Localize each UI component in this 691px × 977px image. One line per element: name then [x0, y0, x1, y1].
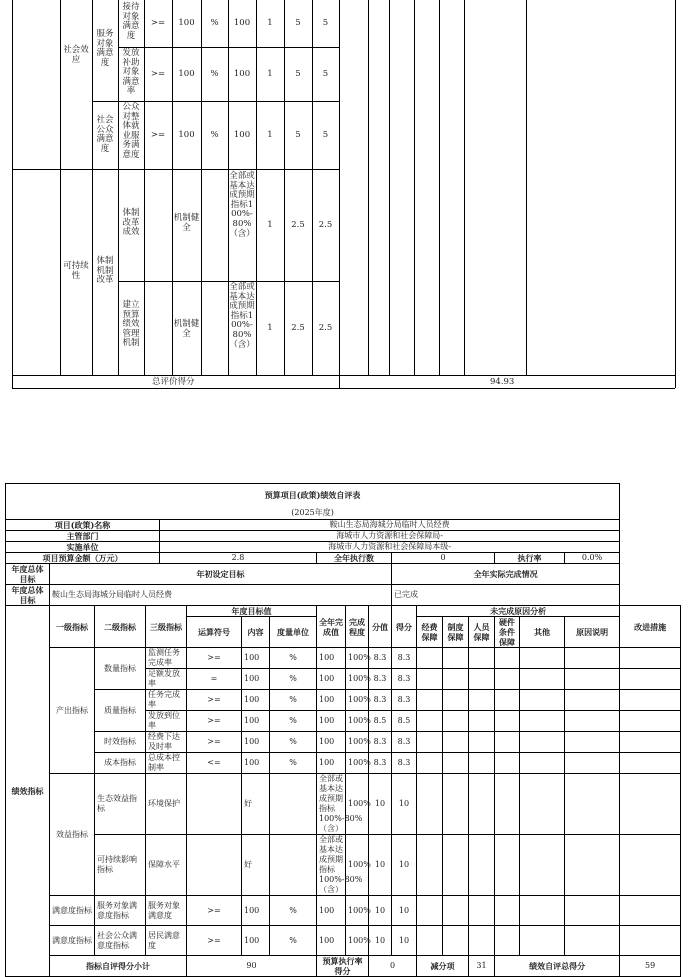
level3-label: 建立预算绩效管理机制 [122, 300, 140, 349]
rate-cell: 1 [267, 323, 273, 333]
weight-cell: 2.5 [291, 323, 305, 333]
unit-cell: % [210, 69, 219, 79]
level3-label: 接待对象满意度 [122, 2, 140, 41]
unit-cell: % [270, 690, 317, 711]
score-cell: 8.3 [392, 732, 417, 753]
header-weight: 分值 [369, 606, 392, 648]
header-r2: 制度保障 [443, 617, 469, 648]
exec-value: 0 [392, 553, 495, 564]
budget-label: 项目预算金额（万元） [6, 553, 160, 564]
level2-label: 社会公众满意度 [96, 115, 114, 154]
project-name-label: 项目(政策)名称 [6, 520, 160, 531]
actual-status-header: 全年实际完成情况 [392, 564, 620, 585]
unit-cell: % [270, 732, 317, 753]
op-cell: >= [187, 896, 242, 926]
op-cell [187, 835, 242, 896]
level3-cell: 任务完成率 [146, 690, 187, 711]
rate-cell: 1 [267, 220, 273, 230]
score-cell: 8.3 [392, 648, 417, 669]
subtotal-label: 指标自评得分小计 [50, 956, 187, 977]
op-cell: >= [187, 926, 242, 956]
level3-cell: 经费下达及时率 [146, 732, 187, 753]
done-cell: 100 [317, 753, 346, 774]
group-output: 产出指标 [50, 648, 95, 774]
op-cell [187, 774, 242, 835]
dept-label: 主管部门 [6, 531, 160, 542]
group-eco: 生态效益指标 [95, 774, 146, 835]
content-cell: 好 [242, 835, 270, 896]
done-cell: 100 [317, 926, 346, 956]
header-target-group: 年度目标值 [187, 606, 317, 617]
header-r3: 人员保障 [469, 617, 495, 648]
group-satisfaction: 满意度指标 [50, 896, 95, 926]
degree-cell: 100% [346, 774, 369, 835]
score-cell: 10 [392, 896, 417, 926]
score-cell: 8.3 [392, 690, 417, 711]
level3-label: 公众对整体就业服务满意度 [122, 102, 140, 160]
table-row [6, 926, 681, 956]
degree-cell: 100% [346, 835, 369, 896]
op-cell: >= [150, 69, 166, 79]
degree-cell: 100% [346, 753, 369, 774]
op-cell: >= [187, 648, 242, 669]
previous-page-fragment [12, 0, 675, 389]
group-benefit: 效益指标 [50, 774, 95, 896]
header-level1: 一级指标 [50, 606, 95, 648]
group-sustain: 可持续影响指标 [95, 835, 146, 896]
level1-sustain: 可持续性 [63, 261, 89, 281]
done-cell: 全部或基本达成预期指标100%-80%（含） [229, 171, 255, 239]
group-quantity: 数量指标 [95, 648, 146, 690]
group-satisfaction: 满意度指标 [50, 926, 95, 956]
total-value: 59 [620, 956, 681, 977]
value-cell: 机制健全 [173, 319, 200, 339]
total-label: 绩效自评总得分 [495, 956, 620, 977]
goal-status: 已完成 [392, 585, 620, 606]
score-cell: 5 [322, 130, 329, 140]
degree-cell: 100% [346, 690, 369, 711]
unit-cell: % [270, 926, 317, 956]
weight-cell: 8.3 [369, 690, 392, 711]
level1-social: 社会效应 [63, 45, 89, 65]
content-cell: 100 [242, 690, 270, 711]
header-level3: 三级指标 [146, 606, 187, 648]
header-r4: 硬件条件保障 [495, 617, 520, 648]
done-cell: 100 [317, 732, 346, 753]
perf-label: 绩效指标 [6, 606, 50, 977]
subtotal-value: 90 [187, 956, 317, 977]
level2-label: 服务对象满意度 [96, 29, 114, 68]
unit-cell: % [270, 669, 317, 690]
score-cell: 2.5 [318, 323, 333, 333]
goal-label: 年度总体目标 [6, 564, 50, 585]
score-cell: 8.3 [392, 669, 417, 690]
header-fix: 改进措施 [620, 606, 681, 648]
table-row [6, 835, 681, 896]
total-score-value: 94.93 [490, 377, 515, 387]
header-score: 得分 [392, 606, 417, 648]
level3-cell: 总成本控制率 [146, 753, 187, 774]
header-op: 运算符号 [187, 617, 242, 648]
rate-cell: 1 [267, 18, 273, 28]
header-done: 全年完成值 [317, 606, 346, 648]
goal-text: 鞍山生态局海城分局临时人员经费 [50, 585, 392, 606]
score-cell: 5 [322, 69, 329, 79]
form-title: 预算项目(政策)绩效自评表 [6, 484, 620, 507]
value-cell: 100 [178, 18, 195, 28]
done-cell: 100 [233, 130, 251, 140]
weight-cell: 8.3 [369, 669, 392, 690]
weight-cell: 8.3 [369, 732, 392, 753]
header-content: 内容 [242, 617, 270, 648]
unit-cell [270, 774, 317, 835]
impl-unit-label: 实施单位 [6, 542, 160, 553]
unit-cell: % [270, 648, 317, 669]
degree-cell: 100% [346, 926, 369, 956]
content-cell: 100 [242, 926, 270, 956]
weight-cell: 5 [295, 69, 301, 79]
weight-cell: 8.5 [369, 711, 392, 732]
table-row [6, 690, 681, 711]
op-cell: >= [150, 18, 166, 28]
content-cell: 100 [242, 753, 270, 774]
done-cell: 全部或基本达成预期指标100%-80%（含） [317, 774, 346, 835]
degree-cell: 100% [346, 896, 369, 926]
level3-cell: 监测任务完成率 [146, 648, 187, 669]
header-r5: 其他 [520, 617, 565, 648]
rate-cell: 1 [267, 130, 273, 140]
group-quality: 质量指标 [95, 690, 146, 732]
group-time: 时效指标 [95, 732, 146, 753]
weight-cell: 10 [369, 835, 392, 896]
goal-label: 年度总体目标 [6, 585, 50, 606]
rate-cell: 1 [267, 69, 273, 79]
done-cell: 100 [233, 18, 251, 28]
weight-cell: 10 [369, 774, 392, 835]
op-cell: >= [187, 690, 242, 711]
header-level2: 二级指标 [95, 606, 146, 648]
rate-label: 执行率 [495, 553, 565, 564]
initial-goal-header: 年初设定目标 [50, 564, 392, 585]
score-cell: 8.3 [392, 753, 417, 774]
weight-cell: 5 [295, 130, 301, 140]
form-year: (2025年度) [6, 506, 620, 520]
level3-cell: 发放到位率 [146, 711, 187, 732]
done-cell: 全部或基本达成预期指标100%-80%（含） [317, 835, 346, 896]
done-cell: 100 [317, 690, 346, 711]
weight-cell: 8.3 [369, 648, 392, 669]
dept-value: 海城市人力资源和社会保障局- [160, 531, 620, 542]
weight-cell: 10 [369, 896, 392, 926]
op-cell: = [187, 669, 242, 690]
done-cell: 100 [233, 69, 251, 79]
total-score-label: 总评价得分 [152, 377, 195, 387]
score-cell: 5 [322, 18, 329, 28]
unit-cell: % [270, 896, 317, 926]
deduct-value: 31 [469, 956, 495, 977]
level3-label: 体制改革成效 [122, 208, 140, 238]
level2-label: 体制机制改革 [96, 256, 114, 286]
content-cell: 100 [242, 732, 270, 753]
header-r6: 原因说明 [565, 617, 620, 648]
level3-cell: 足额发放率 [146, 669, 187, 690]
value-cell: 机制健全 [173, 213, 200, 233]
degree-cell: 100% [346, 711, 369, 732]
done-cell: 全部或基本达成预期指标100%-80%（含） [229, 282, 255, 350]
table-row [6, 753, 681, 774]
op-cell: >= [150, 130, 166, 140]
weight-cell: 10 [369, 926, 392, 956]
weight-cell: 8.3 [369, 753, 392, 774]
group-service: 服务对象满意度指标 [95, 896, 146, 926]
degree-cell: 100% [346, 669, 369, 690]
content-cell: 100 [242, 896, 270, 926]
score-cell: 10 [392, 835, 417, 896]
table-row [6, 648, 681, 669]
op-cell: >= [187, 732, 242, 753]
level3-label: 发放补助对象满意率 [122, 48, 140, 97]
content-cell: 好 [242, 774, 270, 835]
budget-score-label: 预算执行率得分 [317, 956, 369, 977]
score-cell: 10 [392, 774, 417, 835]
degree-cell: 100% [346, 648, 369, 669]
done-cell: 100 [317, 711, 346, 732]
op-cell: >= [187, 711, 242, 732]
deduct-label: 减分项 [417, 956, 469, 977]
level3-cell: 保障水平 [146, 835, 187, 896]
table-row [6, 732, 681, 753]
level3-cell: 服务对象满意度 [146, 896, 187, 926]
done-cell: 100 [317, 896, 346, 926]
level3-cell: 居民满意度 [146, 926, 187, 956]
unit-cell: % [270, 711, 317, 732]
budget-score-value: 0 [369, 956, 417, 977]
impl-unit-value: 海城市人力资源和社会保障局本级- [160, 542, 620, 553]
score-cell: 10 [392, 926, 417, 956]
project-name: 鞍山生态局海城分局临时人员经费 [160, 520, 620, 531]
done-cell: 100 [317, 669, 346, 690]
group-cost: 成本指标 [95, 753, 146, 774]
unit-cell [270, 835, 317, 896]
content-cell: 100 [242, 648, 270, 669]
degree-cell: 100% [346, 732, 369, 753]
table-row [6, 896, 681, 926]
content-cell: 100 [242, 669, 270, 690]
header-unit: 度量单位 [270, 617, 317, 648]
value-cell: 100 [178, 130, 195, 140]
weight-cell: 2.5 [291, 220, 305, 230]
value-cell: 100 [178, 69, 195, 79]
exec-label: 全年执行数 [317, 553, 392, 564]
unit-cell: % [210, 18, 219, 28]
op-cell: <= [187, 753, 242, 774]
unit-cell: % [210, 130, 219, 140]
budget-value: 2.8 [160, 553, 317, 564]
table-row [6, 774, 681, 835]
header-reasons-group: 未完成原因分析 [417, 606, 620, 617]
level3-cell: 环境保护 [146, 774, 187, 835]
unit-cell: % [270, 753, 317, 774]
content-cell: 100 [242, 711, 270, 732]
header-r1: 经费保障 [417, 617, 443, 648]
score-cell: 8.5 [392, 711, 417, 732]
score-cell: 2.5 [318, 220, 333, 230]
rate-value: 0.0% [565, 553, 620, 564]
weight-cell: 5 [295, 18, 301, 28]
group-public: 社会公众满意度指标 [95, 926, 146, 956]
header-degree: 完成程度 [346, 606, 369, 648]
done-cell: 100 [317, 648, 346, 669]
perf-self-eval-table [5, 483, 681, 977]
